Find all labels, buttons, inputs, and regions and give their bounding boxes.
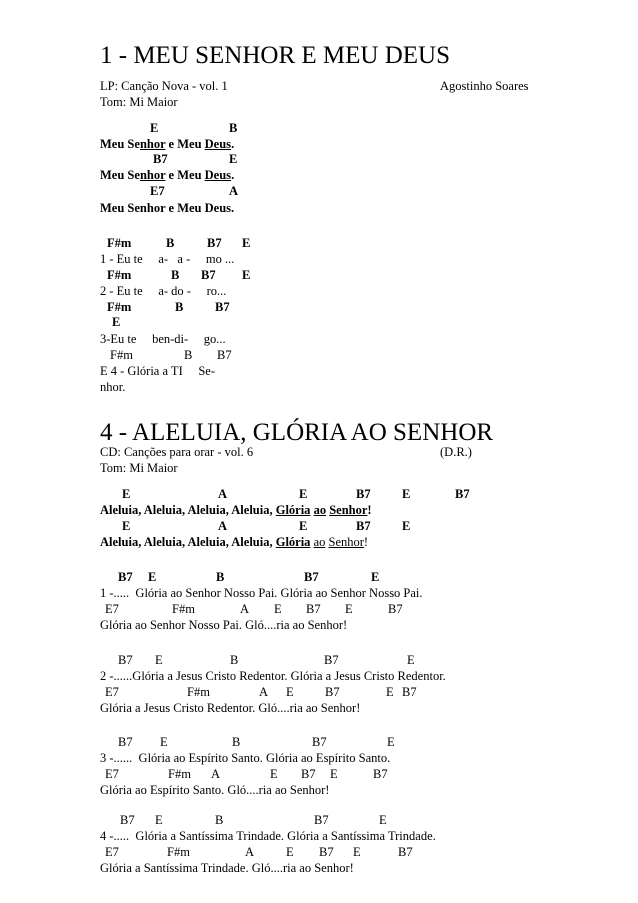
song1-source: LP: Canção Nova - vol. 1 [100, 79, 228, 93]
chord: F#m [107, 268, 132, 282]
chord: B7 [217, 348, 232, 362]
song1-key: Tom: Mi Maior [100, 95, 178, 109]
chord: B7 [319, 845, 334, 859]
lyric-line: 2 -......Glória a Jesus Cristo Redentor. Glória a Jesus Cristo Redentor. [100, 669, 446, 683]
chord: F#m [107, 300, 132, 314]
lyric-line: Glória a Jesus Cristo Redentor. Gló....ria ao Senhor! [100, 701, 361, 715]
chord: B7 [118, 653, 133, 667]
chord: E [150, 121, 159, 135]
lyric-line: Meu Senhor e Meu Deus. [100, 168, 235, 182]
chord: F#m [110, 348, 133, 362]
chord: E [299, 519, 308, 533]
chord: B7 [388, 602, 403, 616]
song2-author: (D.R.) [440, 445, 472, 459]
chord: B7 [120, 813, 135, 827]
chord: B [215, 813, 224, 827]
chord: A [218, 519, 228, 533]
chord: E [155, 653, 163, 667]
chord: B7 [402, 685, 417, 699]
chord: B [229, 121, 238, 135]
chord: E [155, 813, 163, 827]
chord: E [229, 152, 238, 166]
chord: B7 [118, 570, 133, 584]
chord: B7 [324, 653, 339, 667]
chord: B [232, 735, 241, 749]
chord: E [122, 487, 131, 501]
chord: E [270, 767, 278, 781]
chord: E [407, 653, 415, 667]
lyric-line: nhor. [100, 380, 126, 394]
chord: B7 [306, 602, 321, 616]
chord: B7 [304, 570, 319, 584]
lyric-line: 3-Eu te ben-di- go... [100, 332, 226, 346]
chord: E [371, 570, 380, 584]
song2-title: 4 - ALELUIA, GLÓRIA AO SENHOR [100, 419, 494, 446]
song2-source: CD: Canções para orar - vol. 6 [100, 445, 254, 459]
chord: B7 [356, 519, 371, 533]
lyric-line: 3 -...... Glória ao Espírito Santo. Glória ao Espírito Santo. [100, 751, 391, 765]
chord: B7 [314, 813, 329, 827]
chord: E [274, 602, 282, 616]
chord: E [299, 487, 308, 501]
chord: E [402, 487, 411, 501]
chord: F#m [167, 845, 190, 859]
lyric-line: Aleluia, Aleluia, Aleluia, Aleluia, Glória ao Senhor! [100, 503, 372, 517]
lyric-line: 2 - Eu te a- do - ro... [100, 284, 227, 298]
chord: B7 [215, 300, 230, 314]
chord: B [230, 653, 239, 667]
chord: F#m [107, 236, 132, 250]
chord: F#m [172, 602, 195, 616]
chord: A [229, 184, 239, 198]
chord: B7 [325, 685, 340, 699]
chord: E [242, 268, 251, 282]
chord: E [402, 519, 411, 533]
lyric-line: Meu Senhor e Meu Deus. [100, 201, 235, 215]
chord: E [353, 845, 361, 859]
chord: F#m [187, 685, 210, 699]
chord: E7 [105, 685, 119, 699]
chord: E [286, 845, 294, 859]
chord: B [175, 300, 184, 314]
lyric-line: Glória ao Espírito Santo. Gló....ria ao Senhor! [100, 783, 330, 797]
song1-author: Agostinho Soares [440, 79, 529, 93]
chord: E [330, 767, 338, 781]
lyric-line: 1 - Eu te a- a - mo ... [100, 252, 235, 266]
chord: E [112, 315, 121, 329]
chord: B [184, 348, 193, 362]
chord: E7 [105, 767, 119, 781]
chord: B [166, 236, 175, 250]
lyric-line: Glória a Santíssima Trindade. Gló....ria ao Senhor! [100, 861, 354, 875]
chord: A [211, 767, 221, 781]
chord: A [240, 602, 250, 616]
chord: F#m [168, 767, 191, 781]
chord: B7 [398, 845, 413, 859]
chord: B [216, 570, 225, 584]
chord: E [286, 685, 294, 699]
chord: B7 [301, 767, 316, 781]
chord: A [259, 685, 269, 699]
lyric-line: Aleluia, Aleluia, Aleluia, Aleluia, Glória ao Senhor! [100, 535, 369, 549]
chord: E [148, 570, 157, 584]
lyric-line: Glória ao Senhor Nosso Pai. Gló....ria ao Senhor! [100, 618, 348, 632]
chord: E [379, 813, 387, 827]
chord: B7 [201, 268, 216, 282]
chord: B7 [153, 152, 168, 166]
lyric-line: Meu Senhor e Meu Deus. [100, 137, 235, 151]
chord: E7 [105, 602, 119, 616]
chord: B7 [118, 735, 133, 749]
lyric-line: 4 -..... Glória a Santíssima Trindade. Glória a Santíssima Trindade. [100, 829, 436, 843]
song1-title: 1 - MEU SENHOR E MEU DEUS [100, 42, 450, 69]
chord: E7 [150, 184, 165, 198]
lyric-line: 1 -..... Glória ao Senhor Nosso Pai. Glória ao Senhor Nosso Pai. [100, 586, 423, 600]
chord: B [171, 268, 180, 282]
chord: E [387, 735, 395, 749]
lyric-line: E 4 - Glória a TI Se- [100, 364, 216, 378]
chord: B7 [356, 487, 371, 501]
chord: B7 [455, 487, 470, 501]
chord: E [345, 602, 353, 616]
chord: E [122, 519, 131, 533]
chord: A [245, 845, 255, 859]
chord: E [386, 685, 394, 699]
chord: E [160, 735, 168, 749]
chord: B7 [207, 236, 222, 250]
chord: B7 [373, 767, 388, 781]
chord: A [218, 487, 228, 501]
chord: E [242, 236, 251, 250]
chord: E7 [105, 845, 119, 859]
chord: B7 [312, 735, 327, 749]
song2-key: Tom: Mi Maior [100, 461, 178, 475]
